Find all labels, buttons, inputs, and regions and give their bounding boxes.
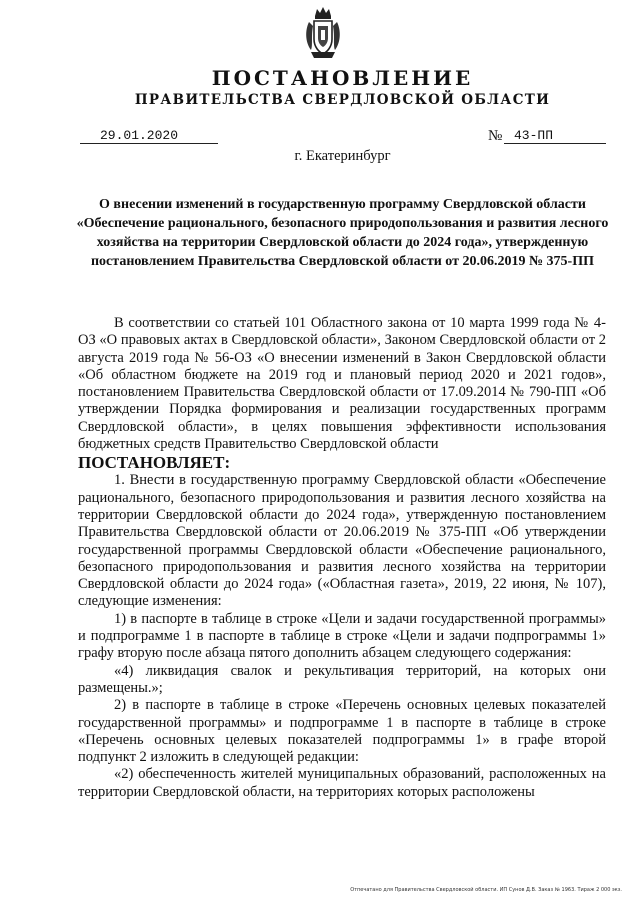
item-1-paragraph: 1. Внести в государственную программу Свердловской области «Обеспечение рационального, безопасного природопользования и развития лесного хозяйства на территории Свердловской области до 2024 года», утвержденную постановлением Правительства Свердловской области от 20.06.2019 № 375-ПП «Об утверждении государственной программы Свердловской области «Обеспечение рационального, безопасного природопользования и развития лесного хозяйства на территории Свердловской области до 2024 года» («Областная газета», 2019, 22 июня, № 107), следующие изменения: xyxy=(78,472,606,610)
document-date: 29.01.2020 xyxy=(100,128,179,143)
document-subtitle: ПРАВИТЕЛЬСТВА СВЕРДЛОВСКОЙ ОБЛАСТИ xyxy=(134,92,551,108)
document-title: ПОСТАНОВЛЕНИЕ xyxy=(211,66,474,90)
print-info-footer: Отпечатано для Правительства Свердловской области. ИП Сунов Д.В. Заказ № 1963. Тираж 2 000 экз. xyxy=(350,887,622,893)
decree-word: ПОСТАНОВЛЯЕТ: xyxy=(78,453,231,473)
document-city: г. Екатеринбург xyxy=(294,148,391,164)
document-number: 43-ПП xyxy=(514,128,554,143)
item-1-2-paragraph: 2) в паспорте в таблице в строке «Перечень основных целевых показателей государственной программы» и подпрограмме 1 в паспорте в таблице в строке «Перечень основных целевых показателей подпрограммы 1» в графе второй подпункт 2 изложить в следующей редакции: xyxy=(78,697,606,766)
item-1-2-quote: «2) обеспеченность жителей муниципальных образований, расположенных на территории Свердловской области, на территориях которых расположены xyxy=(78,766,606,800)
document-body xyxy=(78,315,606,801)
coat-of-arms-icon xyxy=(303,6,343,60)
number-sign: № xyxy=(488,128,503,144)
document-heading: О внесении изменений в государственную программу Свердловской области «Обеспечение рационального, безопасного природопользования и развития лесного хозяйства на территории Свердловской области до 2024 года», утвержденную постановлением Правительства Свердловской области от 20.06.2019 № 375-ПП xyxy=(76,197,609,269)
date-underline xyxy=(80,143,218,144)
item-1-1-paragraph: 1) в паспорте в таблице в строке «Цели и задачи государственной программы» и подпрограмме 1 в паспорте в таблице в строке «Цели и задачи подпрограммы 1» графу вторую после абзаца пятого дополнить абзацем следующего содержания: xyxy=(78,610,606,662)
preamble-paragraph: В соответствии со статьей 101 Областного закона от 10 марта 1999 года № 4-ОЗ «О правовых актах в Свердловской области», Законом Свердловской области от 2 августа 2019 года № 56-ОЗ «О внесении изменений в Закон Свердловской области «Об областном бюджете на 2019 год и плановый период 2020 и 2021 годов», постановлением Правительства Свердловской области от 17.09.2014 № 790-ПП «Об утверждении Порядка формирования и реализации государственных программ Свердловской области», в целях повышения эффективности использования бюджетных средств Правительство Свердловской области xyxy=(78,315,606,453)
number-underline xyxy=(504,143,606,144)
item-1-1-quote: «4) ликвидация свалок и рекультивация территорий, на которых они размещены.»; xyxy=(78,662,606,696)
